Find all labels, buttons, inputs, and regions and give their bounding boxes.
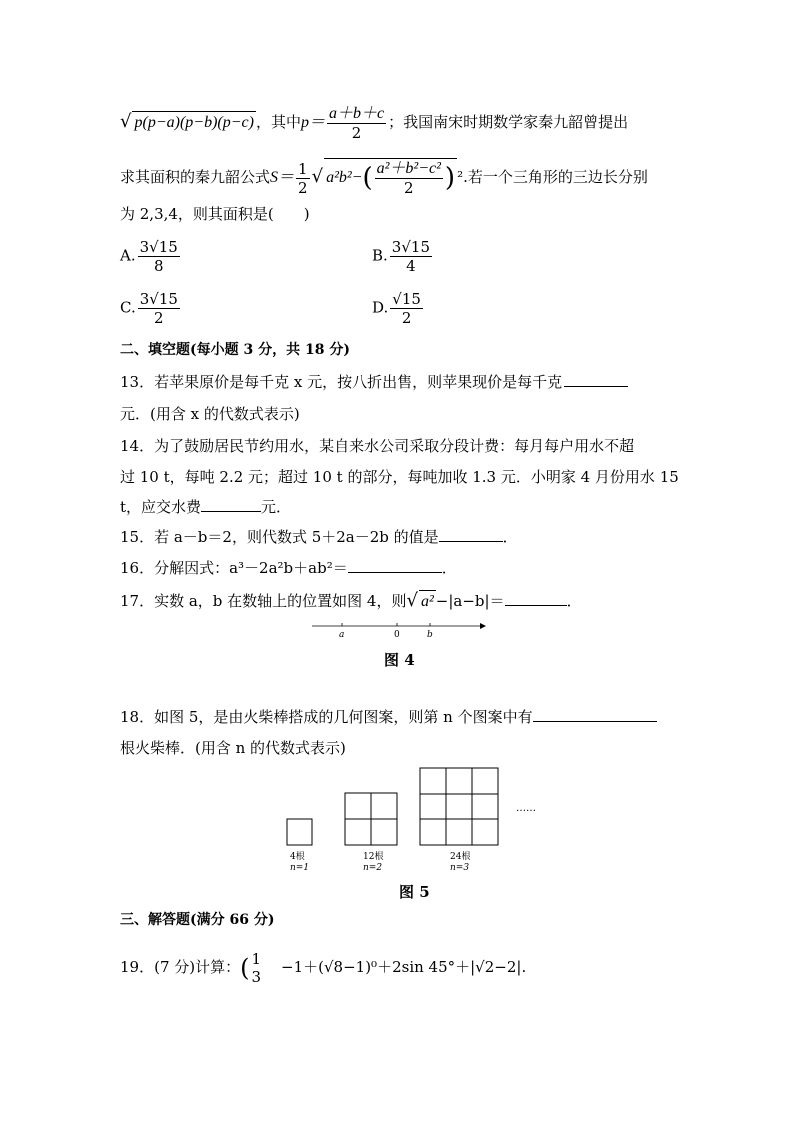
q12-p-fraction: $\frac{a+b+c}{2}$ [328,105,385,142]
figure-2-count: 12根 [363,852,384,862]
axis-label-0: 0 [394,630,400,640]
figure-5-caption: 图 5 [399,883,430,901]
q12-comma: ，其中 [255,113,301,131]
axis-label-a: a [339,630,345,640]
figure-2-n: n=2 [363,863,383,873]
figure-1-count: 4根 [290,852,305,862]
section-2-title: 二、填空题(每小题 3 分，共 18 分) [120,342,350,358]
section-3-title: 三、解答题(满分 66 分) [120,912,275,928]
q18-answer-blank [533,707,657,722]
number-line-figure [310,618,490,642]
q17-answer-blank [505,591,567,606]
q14-line1: 14．为了鼓励居民节约用水，某自来水公司采取分段计费：每月每户用水不超 [120,437,635,455]
matchstick-pattern-n2 [345,793,397,845]
q16: 16．分解因式：a³－2a²b＋ab²＝ ． [120,559,457,577]
q19: 19．(7 分)计算：( 1 3 −1＋(√8−1)⁰＋2sin 45°＋|√2−2|. [120,950,527,986]
q13-line1: 13．若苹果原价是每千克 x 元，按八折出售，则苹果现价是每千克 [120,372,628,392]
q19-fraction: 1 3 [251,950,262,986]
matchstick-pattern-n3 [420,768,498,845]
q13-line2: 元．(用含 x 的代数式表示) [120,405,300,423]
q18-line2: 根火柴棒．(用含 n 的代数式表示) [120,739,346,757]
ellipsis-dots: …… [516,803,536,814]
q12-line1: √ p(p−a)(p−b)(p−c) ，其中p＝ $\frac{a+b+c}{2}$ ；我国南宋时期数学家秦九韶曾提出 [120,105,629,142]
q12-line1-tail: ；我国南宋时期数学家秦九韶曾提出 [388,113,629,131]
figure-3-count: 24根 [450,852,471,862]
q12-qin-radical: a²b²−( $\frac{\text{a²＋b²−c²}}{2}$ ) [326,160,456,197]
figure-3-n: n=3 [450,863,470,873]
q15: 15．若 a－b＝2，则代数式 5＋2a－2b 的值是 ． [120,528,518,546]
matchstick-figure [280,764,550,876]
q13-answer-blank [564,372,628,387]
q14-answer-blank [201,497,261,512]
q12-line2-head: 求其面积的秦九韶公式 [120,168,271,186]
matchstick-pattern-n1 [287,819,312,845]
q15-answer-blank [439,527,503,542]
q14-line2: 过 10 t，每吨 2.2 元；超过 10 t 的部分，每吨加收 1.3 元．小明家 4 月份用水 15 [120,468,679,486]
axis-arrow-icon [480,623,486,629]
q12-line2-tail: ².若一个三角形的三边长分别 [457,168,648,186]
q12-p-eq: p＝ [300,114,325,131]
q12-line2: 求其面积的秦九韶公式S＝ $\frac{1}{2}$ √ a²b²−( $\frac{\text{a²＋b²−c²}}{2}$ ) ².若一个三角形的三边长分别 [120,159,648,197]
option-b: B. $\frac{3√15}{4}$ [372,238,430,275]
q18-line1: 18．如图 5，是由火柴棒搭成的几何图案，则第 n 个图案中有 [120,707,657,727]
q12-half: $\frac{1}{2}$ [298,159,308,197]
figure-4-caption: 图 4 [384,651,415,669]
option-a: A. $\frac{3√15}{8}$ [120,238,178,275]
q12-heron-radicand: (p−a)(p−b)(p−c) [142,114,254,131]
q17: 17．实数 a，b 在数轴上的位置如图 4，则√ a² −|a−b|＝ ． [120,590,582,611]
option-d: D. $\frac{√15}{2}$ [372,290,421,327]
figure-1-n: n=1 [290,863,310,873]
q14-line3: t，应交水费 元． [120,498,292,516]
q12-line3: 为 2,3,4，则其面积是( ) [120,205,310,223]
q16-answer-blank [348,558,442,573]
option-c: C. $\frac{3√15}{2}$ [120,290,178,327]
axis-label-b: b [427,630,433,640]
